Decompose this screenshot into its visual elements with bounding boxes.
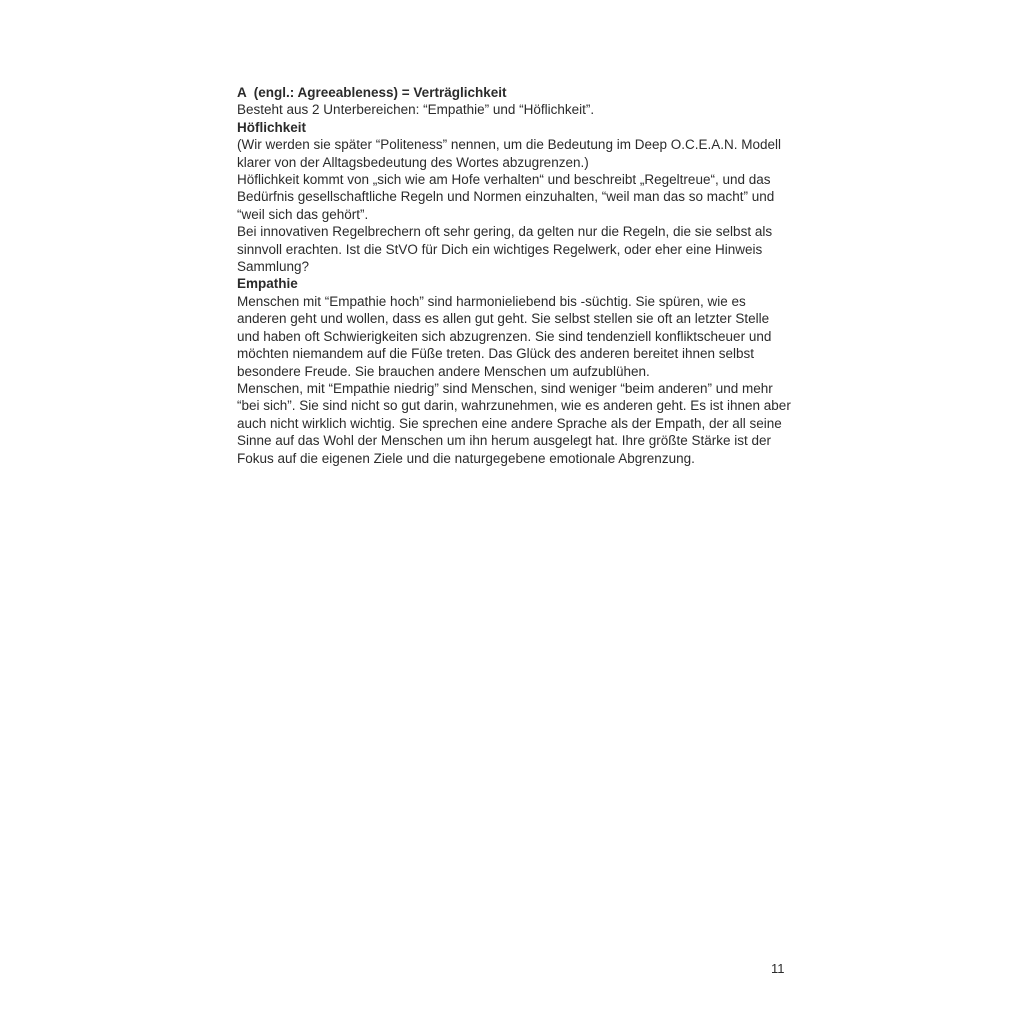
document-intro: Besteht aus 2 Unterbereichen: “Empathie” und “Höflichkeit”. [237,102,595,118]
paragraph-empathie-niedrig: Menschen, mit “Empathie niedrig” sind Menschen, sind weniger “beim anderen” und mehr “bei sich”. Sie sind nicht so gut darin, wahrzunehmen, wie es anderen geht. Es ist ihnen aber auch nicht wirklich wichtig. Sie sprechen eine andere Sprache als der Empath, der all seine Sinne auf das Wohl der Menschen um ihn herum ausgelegt hat. Ihre größte Stärke ist der Fokus auf die eigenen Ziele und die naturgegebene emotionale Abgrenzung. [237,380,795,466]
paragraph-regelbrecher: Bei innovativen Regelbrechern oft sehr gering, da gelten nur die Regeln, die sie selbst als sinnvoll erachten. Ist die StVO für Dich ein wichtiges Regelwerk, oder eher eine Hinweis Sammlung? [237,224,776,275]
page-number: 11 [771,961,785,976]
section-heading-empathie: Empathie [237,276,298,292]
paragraph-politeness-note: (Wir werden sie später “Politeness” nennen, um die Bedeutung im Deep O.C.E.A.N. Modell klarer von der Alltagsbedeutung des Wortes abzugrenzen.) [237,137,785,170]
paragraph-hoeflichkeit-definition: Höflichkeit kommt von „sich wie am Hofe verhalten“ und beschreibt „Regeltreue“, und das Bedürfnis gesellschaftliche Regeln und Normen einzuhalten, “weil man das so macht” und “weil sich das gehört”. [237,172,779,222]
document-title: A (engl.: Agreeableness) = Verträglichkeit [237,85,507,100]
paragraph-empathie-hoch: Menschen mit “Empathie hoch” sind harmonieliebend bis -süchtig. Sie spüren, wie es anderen geht und wollen, dass es allen gut geht. Sie selbst stellen sie oft an letzter Stelle und haben oft Schwierigkeiten sich abzugrenzen. Sie sind tendenziell konfliktscheuer und möchten niemandem auf die Füße treten. Das Glück des anderen bereitet ihnen selbst besondere Freude. Sie brauchen andere Menschen um aufzublühen. [237,293,776,379]
document-content [237,84,795,467]
section-heading-hoeflichkeit: Höflichkeit [237,119,307,135]
